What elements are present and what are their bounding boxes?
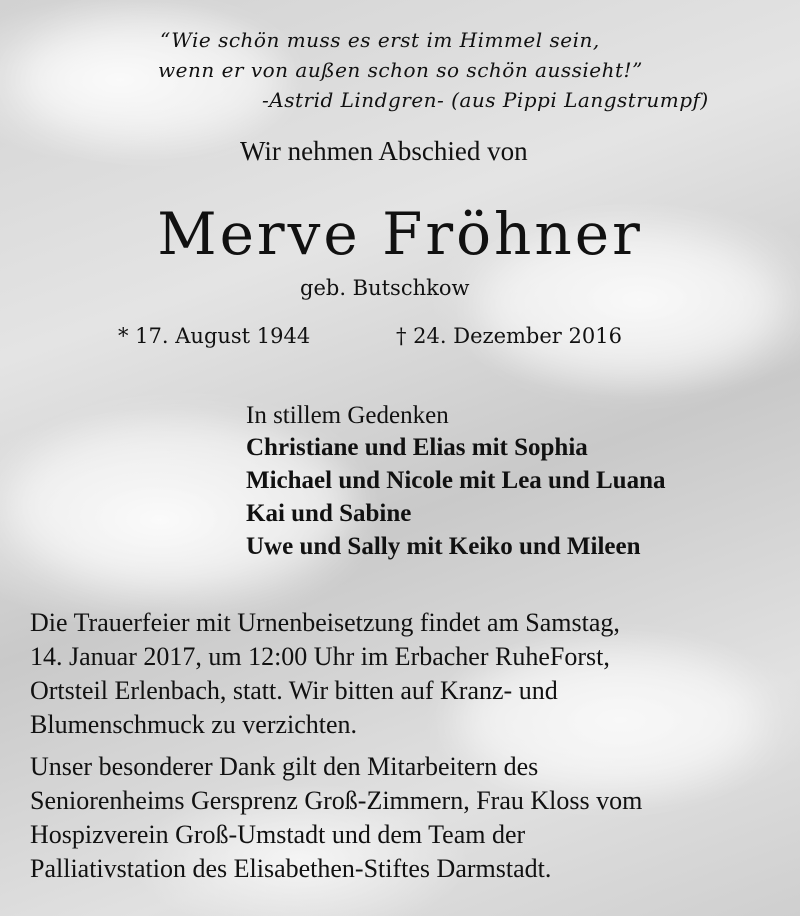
death-date: † 24. Dezember 2016 bbox=[396, 324, 622, 348]
mourner-line: Christiane und Elias mit Sophia bbox=[246, 434, 588, 461]
quote-line-1: “Wie schön muss es erst im Himmel sein, bbox=[160, 28, 600, 52]
funeral-info-line: Ortsteil Erlenbach, statt. Wir bitten auf Kranz- und bbox=[30, 676, 558, 705]
mourners-heading: In stillem Gedenken bbox=[246, 402, 449, 429]
mourner-line: Uwe und Sally mit Keiko und Mileen bbox=[246, 533, 641, 560]
thanks-line: Palliativstation des Elisabethen-Stiftes Darmstadt. bbox=[30, 854, 552, 883]
funeral-info-line: Die Trauerfeier mit Urnenbeisetzung findet am Samstag, bbox=[30, 608, 620, 637]
thanks-line: Hospizverein Groß-Umstadt und dem Team der bbox=[30, 820, 526, 849]
maiden-name: geb. Butschkow bbox=[300, 276, 470, 300]
farewell-intro: Wir nehmen Abschied von bbox=[240, 136, 528, 166]
thanks-line: Seniorenheims Gersprenz Groß-Zimmern, Frau Kloss vom bbox=[30, 786, 643, 815]
quote-line-2: wenn er von außen schon so schön aussieht!” bbox=[158, 58, 643, 82]
funeral-info-line: Blumenschmuck zu verzichten. bbox=[30, 710, 358, 739]
deceased-name: Merve Fröhner bbox=[157, 200, 643, 268]
birth-date: * 17. August 1944 bbox=[118, 324, 311, 348]
mourner-line: Michael und Nicole mit Lea und Luana bbox=[246, 467, 666, 494]
thanks-line: Unser besonderer Dank gilt den Mitarbeitern des bbox=[30, 752, 539, 781]
quote-attribution: -Astrid Lindgren- (aus Pippi Langstrumpf) bbox=[262, 88, 709, 112]
funeral-info-line: 14. Januar 2017, um 12:00 Uhr im Erbacher RuheForst, bbox=[30, 642, 610, 671]
mourner-line: Kai und Sabine bbox=[246, 500, 412, 527]
